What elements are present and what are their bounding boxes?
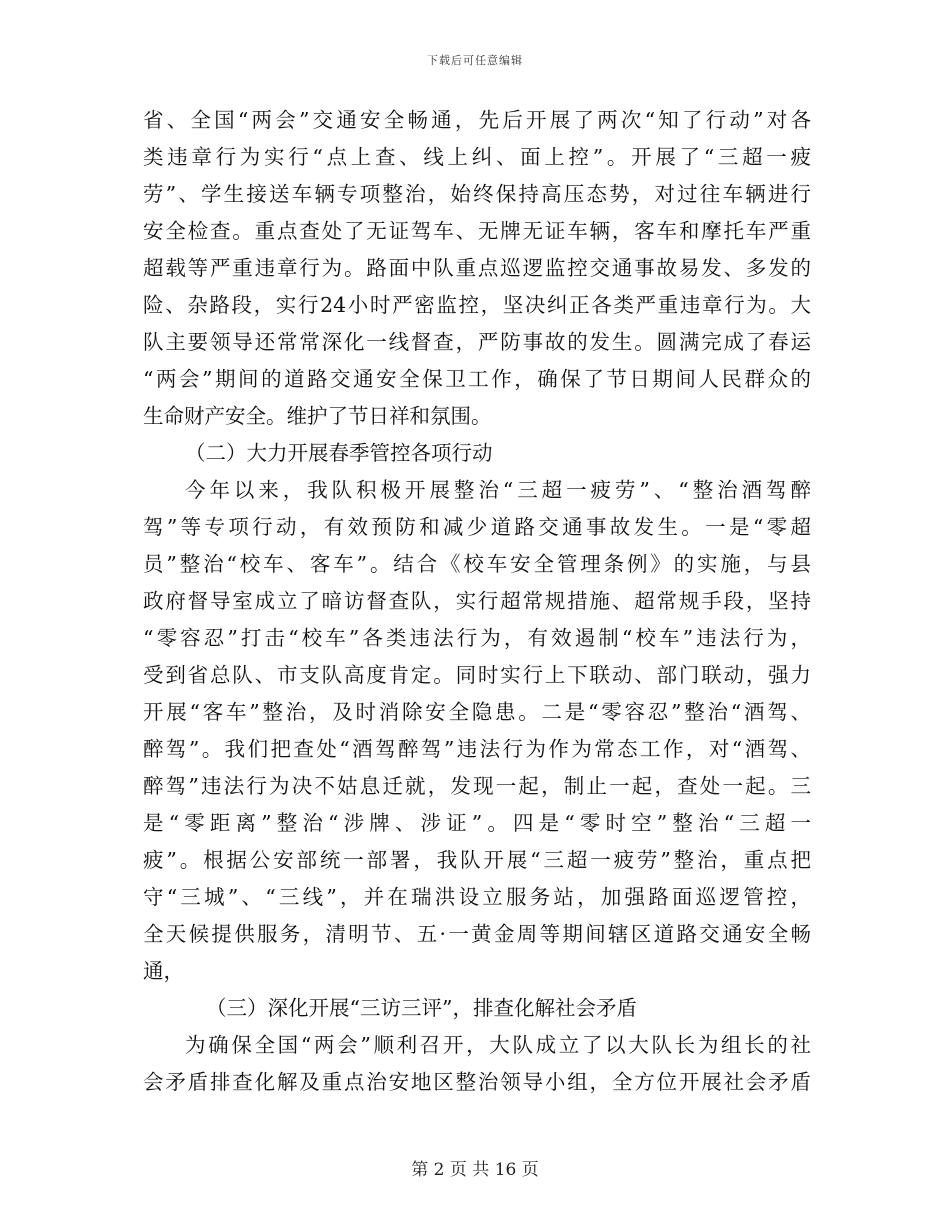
text-line: “零容忍”打击“校车”各类违法行为，有效遏制“校车”违法行为， [143,626,811,650]
text-line: 政府督导室成立了暗访督查队，实行超常规措施、超常规手段，坚持 [143,589,811,613]
text-line: 开展“客车”整治，及时消除安全隐患。二是“零容忍”整治“酒驾、 [143,700,811,724]
text-line: 通， [143,959,184,983]
page-header: 下载后可任意编辑 [427,54,523,67]
text-line: 超载等严重违章行为。路面中队重点巡逻监控交通事故易发、多发的 [143,256,811,280]
text-line: 队主要领导还常常深化一线督查，严防事故的发生。圆满完成了春运 [143,330,811,354]
section-heading: （二）大力开展春季管控各项行动 [185,441,493,465]
document-body [143,102,811,1101]
section-heading: （三）深化开展“三访三评”，排查化解社会矛盾 [206,996,637,1020]
text-line: 疲”。根据公安部统一部署，我队开展“三超一疲劳”整治，重点把 [143,848,811,872]
text-line: 守“三城”、“三线”，并在瑞洪设立服务站，加强路面巡逻管控， [143,885,811,909]
text-line: 会矛盾排查化解及重点治安地区整治领导小组，全方位开展社会矛盾 [143,1070,811,1094]
text-line: “两会”期间的道路交通安全保卫工作，确保了节日期间人民群众的 [143,367,811,391]
text-line: 驾”等专项行动，有效预防和减少道路交通事故发生。一是“零超 [143,515,811,539]
text-line: 险、杂路段，实行24小时严密监控，坚决纠正各类严重违章行为。大 [143,293,811,317]
paragraph-first-line: 为确保全国“两会”顺利召开，大队成立了以大队长为组长的社 [185,1033,811,1057]
text-line: 醉驾”。我们把查处“酒驾醉驾”违法行为作为常态工作，对“酒驾、 [143,737,811,761]
text-line: 醉驾”违法行为决不姑息迁就，发现一起，制止一起，查处一起。三 [143,774,811,798]
text-line: 省、全国“两会”交通安全畅通，先后开展了两次“知了行动”对各 [143,108,811,132]
text-line: 劳”、学生接送车辆专项整治，始终保持高压态势，对过往车辆进行 [143,182,811,206]
text-line: 受到省总队、市支队高度肯定。同时实行上下联动、部门联动，强力 [143,663,811,687]
text-line: 全天候提供服务，清明节、五·一黄金周等期间辖区道路交通安全畅 [143,922,811,946]
text-line: 是“零距离”整治“涉牌、涉证”。四是“零时空”整治“三超一 [143,811,811,835]
paragraph-first-line: 今年以来，我队积极开展整治“三超一疲劳”、“整治酒驾醉 [185,478,811,502]
text-line: 安全检查。重点查处了无证驾车、无牌无证车辆，客车和摩托车严重 [143,219,811,243]
text-line: 生命财产安全。维护了节日祥和氛围。 [143,404,492,428]
text-line: 类违章行为实行“点上查、线上纠、面上控”。开展了“三超一疲 [143,145,811,169]
text-line: 员”整治“校车、客车”。结合《校车安全管理条例》的实施，与县 [143,552,811,576]
page-number: 第 2 页 共 16 页 [411,1160,539,1180]
